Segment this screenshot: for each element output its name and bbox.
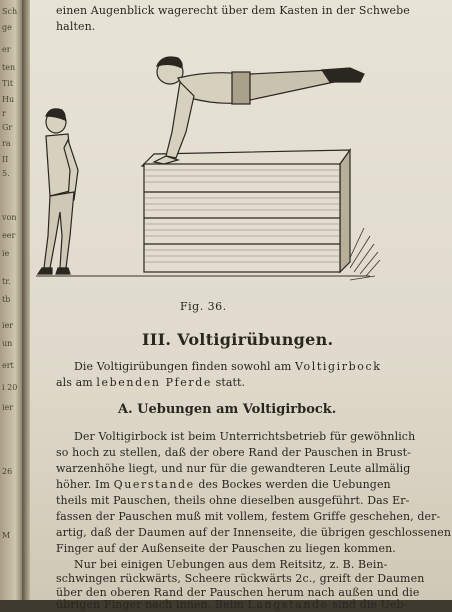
figure-caption: Fig. 36. <box>180 300 227 313</box>
text-line: Der Voltigirbock ist beim Unterrichtsbetrieb für gewöhnlich <box>74 430 416 443</box>
margin-fragment: II <box>2 155 9 164</box>
text-line: schwingen rückwärts, Scheere rückwärts 2c., greift der Daumen <box>56 572 425 585</box>
margin-fragment: r <box>2 109 6 118</box>
text-line: Finger auf der Außenseite der Pauschen zu liegen kommen. <box>56 542 396 555</box>
margin-fragment: tr. <box>2 277 11 286</box>
vaulting-box <box>142 150 350 272</box>
margin-fragment: ra <box>2 139 11 148</box>
text-line: Die Voltigirübungen finden sowohl am Voltigirbock <box>74 360 382 373</box>
book-page <box>30 0 452 611</box>
subsection-heading: A. Uebungen am Voltigirbock. <box>118 402 337 417</box>
text-line: fassen der Pauschen muß mit vollem, festem Griffe geschehen, der- <box>56 510 441 523</box>
margin-fragment: ten <box>2 63 16 72</box>
text-line: theils mit Pauschen, theils ohne dieselben ausgeführt. Das Er- <box>56 494 410 507</box>
margin-fragment: ie <box>2 249 10 258</box>
margin-fragment: M <box>2 531 11 540</box>
adjacent-page-edge <box>0 0 22 600</box>
margin-fragment: tb <box>2 295 11 304</box>
margin-fragment: ier <box>2 321 14 330</box>
text-line: als am lebenden Pferde statt. <box>56 376 246 389</box>
section-heading: III. Voltigirübungen. <box>142 330 334 349</box>
margin-fragment: Tit <box>2 79 14 88</box>
text-line: artig, daß der Daumen auf der Innenseite, die übrigen geschlossenen <box>56 526 452 539</box>
text-line: übrigen Finger nach innen. Beim Langstande sind die Ueb- <box>56 598 408 611</box>
book-gutter <box>22 0 30 600</box>
standing-gymnast <box>38 109 78 274</box>
gymnastics-illustration <box>30 40 452 290</box>
margin-fragment: von <box>2 213 17 222</box>
text-line: halten. <box>56 20 96 33</box>
margin-fragment: Sch <box>2 7 18 16</box>
text-line: einen Augenblick wagerecht über dem Kasten in der Schwebe <box>56 4 410 17</box>
margin-fragment: ert <box>2 361 14 370</box>
margin-fragment: eer <box>2 231 16 240</box>
margin-fragment: Hu <box>2 95 15 104</box>
margin-fragment: ge <box>2 23 12 32</box>
margin-fragment: 5. <box>2 169 10 178</box>
text-line: warzenhöhe liegt, und nur für die gewandteren Leute allmälig <box>56 462 411 475</box>
margin-fragment: er <box>2 45 11 54</box>
gymnast-on-box <box>154 57 364 164</box>
text-line: so hoch zu stellen, daß der obere Rand der Pauschen in Brust- <box>56 446 411 459</box>
margin-fragment: i 20 <box>2 383 18 392</box>
margin-fragment: Gr <box>2 123 13 132</box>
margin-fragment: un <box>2 339 13 348</box>
margin-fragment: 26 <box>2 467 13 476</box>
box-shadow <box>348 228 380 276</box>
margin-fragment: ier <box>2 403 14 412</box>
text-line: Nur bei einigen Uebungen aus dem Reitsitz, z. B. Bein- <box>74 558 388 571</box>
text-line: höher. Im Querstande des Bockes werden die Uebungen <box>56 478 391 491</box>
floor-line <box>36 276 375 280</box>
text-line: über den oberen Rand der Pauschen herum nach außen und die <box>56 586 420 599</box>
